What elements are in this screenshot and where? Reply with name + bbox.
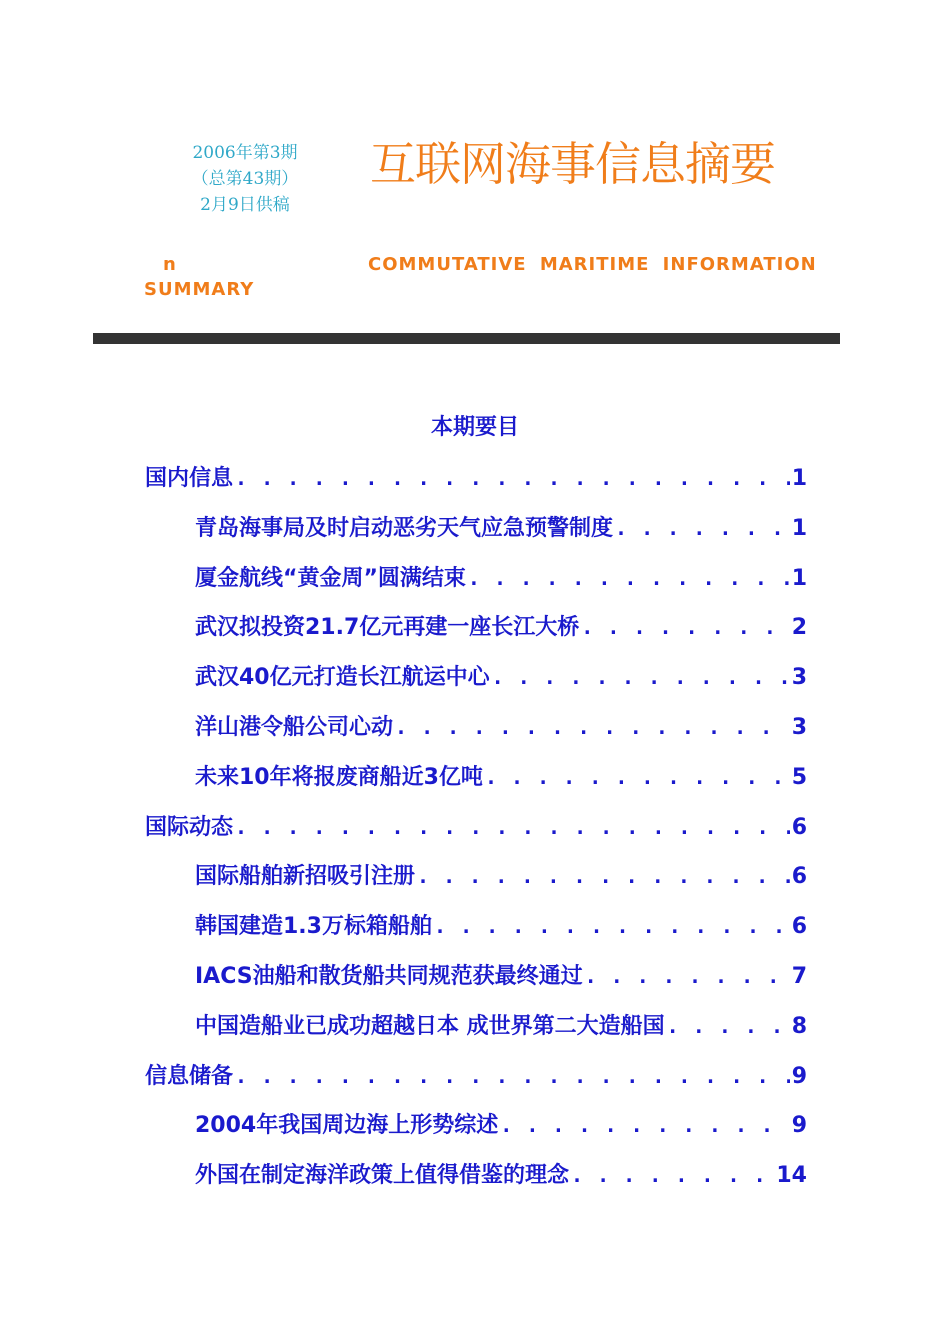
toc-dot-leader (492, 655, 790, 699)
toc-page-number: 1 (791, 466, 807, 491)
toc-dot-leader (581, 605, 789, 649)
toc-article-entry[interactable] (145, 605, 807, 655)
toc-entry-title: 国际动态 (145, 814, 234, 840)
toc-page-number: 3 (791, 665, 807, 691)
toc-entry-title: 厦金航线“黄金周”圆满结束 (195, 565, 466, 591)
toc-article-entry[interactable] (145, 954, 807, 1004)
toc-page-number: 5 (791, 764, 807, 790)
toc-entry-title: 国际船舶新招吸引注册 (195, 864, 416, 890)
toc-section-entry[interactable] (145, 456, 807, 506)
page-title: 互联网海事信息摘要 (370, 137, 775, 191)
toc-article-entry[interactable] (145, 705, 807, 755)
issue-date: 2月9日供稿 (200, 195, 290, 215)
toc-dot-leader (235, 456, 790, 500)
toc-entry-title: 未来10年将报废商船近3亿吨 (195, 764, 483, 790)
toc-page-number: 6 (791, 864, 807, 890)
toc-page-number: 6 (791, 814, 807, 840)
toc-dot-leader (500, 1103, 789, 1147)
toc-article-entry[interactable] (145, 556, 807, 606)
toc-entry-title: 中国造船业已成功超越日本 成世界第二大造船国 (195, 1013, 665, 1039)
toc-entry-title: 2004年我国周边海上形势综述 (195, 1113, 499, 1139)
toc-dot-leader (468, 556, 790, 600)
toc-page-number: 9 (791, 1113, 807, 1139)
toc-article-entry[interactable] (145, 655, 807, 705)
toc-entry-title: IACS油船和散货船共同规范获最终通过 (195, 963, 583, 989)
toc-page-number: 1 (791, 565, 807, 591)
header-divider (93, 333, 840, 344)
toc-page-number: 9 (791, 1063, 807, 1089)
toc-entry-title: 青岛海事局及时启动恶劣天气应急预警制度 (195, 515, 614, 541)
toc-page-number: 1 (791, 515, 807, 541)
toc-article-entry[interactable] (145, 506, 807, 556)
toc-article-entry[interactable] (145, 755, 807, 805)
toc-page-number: 7 (791, 963, 807, 989)
toc-dot-leader (395, 705, 790, 749)
toc-page-number: 6 (791, 914, 807, 940)
toc-dot-leader (417, 854, 790, 898)
toc-page-number: 3 (791, 714, 807, 740)
toc-entry-title: 外国在制定海洋政策上值得借鉴的理念 (195, 1163, 570, 1189)
issue-info (160, 140, 330, 218)
toc-page-number: 2 (791, 615, 807, 641)
toc-dot-leader (235, 805, 790, 849)
toc-dot-leader (571, 1153, 774, 1197)
toc-page-number: 14 (776, 1163, 807, 1189)
toc-entry-title: 信息储备 (145, 1063, 234, 1089)
toc-article-entry[interactable] (145, 1153, 807, 1203)
toc-dot-leader (235, 1054, 790, 1098)
issue-total-number: （总第43期） (191, 169, 299, 189)
toc-dot-leader (615, 506, 790, 550)
toc-dot-leader (667, 1004, 790, 1048)
toc-article-entry[interactable] (145, 854, 807, 904)
toc-dot-leader (585, 954, 790, 998)
toc-entry-title: 武汉拟投资21.7亿元再建一座长江大桥 (195, 615, 580, 641)
toc-section-entry[interactable] (145, 805, 807, 855)
english-subtitle-n: n (163, 254, 177, 275)
english-subtitle-right: COMMUTATIVE MARITIME INFORMATION (368, 254, 817, 275)
toc-dot-leader (485, 755, 790, 799)
toc-title: 本期要目 (430, 415, 519, 440)
issue-number: 2006年第3期 (192, 143, 298, 163)
english-subtitle-left (144, 252, 254, 302)
toc-entry-title: 洋山港令船公司心动 (195, 714, 394, 740)
toc-section-entry[interactable] (145, 1054, 807, 1104)
toc-entry-title: 国内信息 (145, 466, 234, 491)
toc-page-number: 8 (791, 1013, 807, 1039)
toc-entry-title: 韩国建造1.3万标箱船舶 (195, 914, 432, 940)
table-of-contents (145, 456, 807, 1203)
toc-dot-leader (434, 904, 790, 948)
toc-article-entry[interactable] (145, 904, 807, 954)
toc-entry-title: 武汉40亿元打造长江航运中心 (195, 665, 490, 691)
english-subtitle-summary: SUMMARY (144, 279, 255, 300)
toc-article-entry[interactable] (145, 1103, 807, 1153)
toc-article-entry[interactable] (145, 1004, 807, 1054)
